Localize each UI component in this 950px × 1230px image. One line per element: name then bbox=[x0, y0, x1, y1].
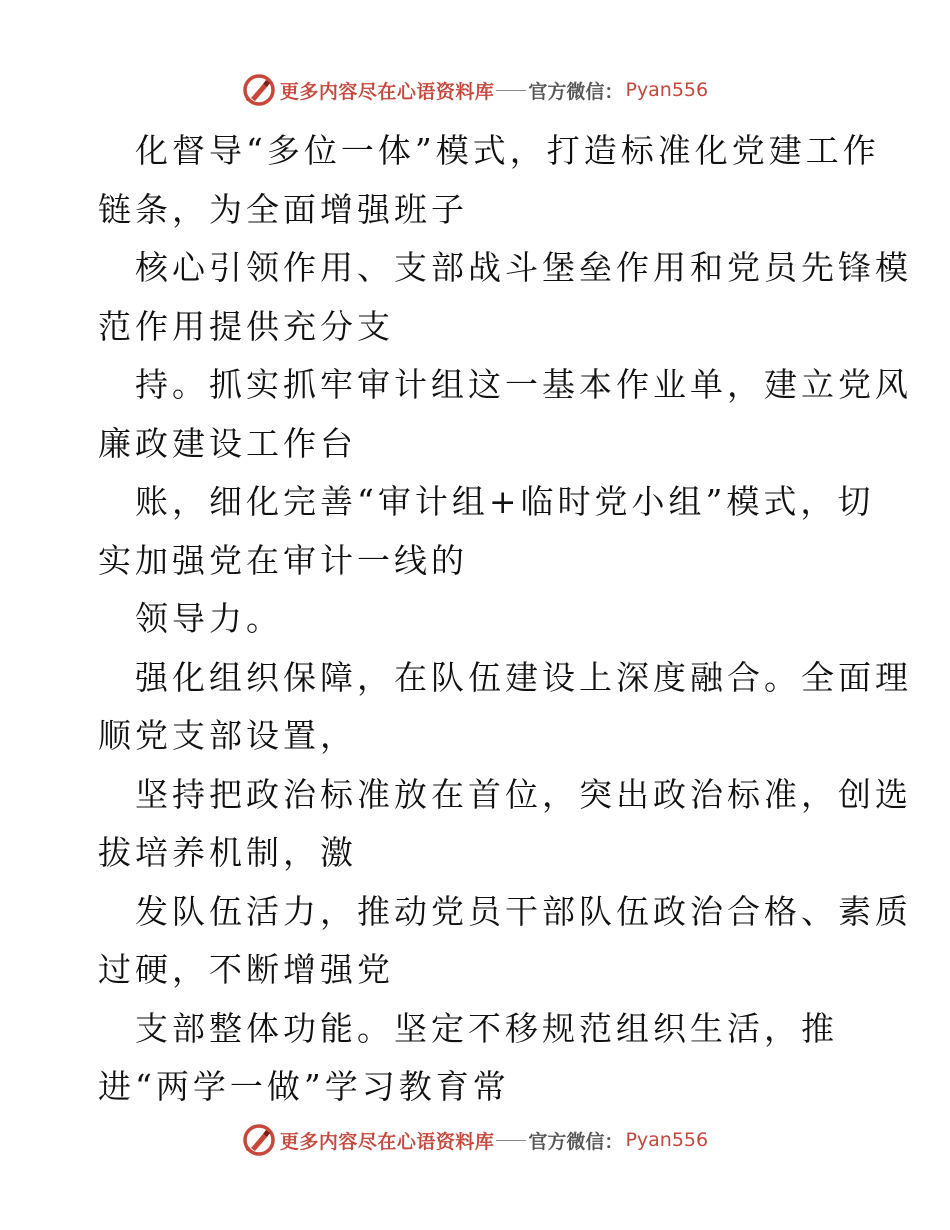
text-line: 账，细化完善“审计组+临时党小组”模式，切 bbox=[135, 482, 875, 521]
text-line: 坚持把政治标准放在首位，突出政治标准，创选 bbox=[135, 774, 912, 814]
watermark-brand: 更多内容尽在心语资料库 bbox=[279, 1130, 495, 1153]
text-line: 拔培养机制，激 bbox=[98, 833, 357, 872]
header-watermark bbox=[0, 70, 950, 110]
text-line: 支部整体功能。坚定不移规范组织生活，推 bbox=[135, 1008, 838, 1048]
footer-watermark bbox=[0, 1120, 950, 1160]
text-line: 过硬，不断增强党 bbox=[98, 950, 394, 989]
text-line: 范作用提供充分支 bbox=[98, 306, 394, 346]
text-line: 发队伍活力，推动党员干部队伍政治合格、素质 bbox=[135, 891, 912, 931]
text-line: 顺党支部设置， bbox=[98, 716, 357, 755]
text-line: 进“两学一做”学习教育常 bbox=[98, 1067, 510, 1106]
text-line: 强化组织保障，在队伍建设上深度融合。全面理 bbox=[135, 657, 912, 697]
document-body bbox=[98, 122, 912, 1117]
watermark-brand: 更多内容尽在心语资料库 bbox=[279, 80, 495, 103]
text-line: 领导力。 bbox=[135, 599, 283, 638]
watermark-dash bbox=[496, 90, 526, 91]
watermark-dash bbox=[496, 1140, 526, 1141]
text-line: 持。抓实抓牢审计组这一基本作业单，建立党风 bbox=[135, 365, 912, 404]
text-line: 廉政建设工作台 bbox=[98, 423, 357, 463]
text-line: 链条，为全面增强班子 bbox=[98, 189, 468, 229]
pen-circle-icon bbox=[242, 73, 276, 107]
text-line: 实加强党在审计一线的 bbox=[98, 540, 468, 580]
watermark-official-label: 官方微信： bbox=[528, 1130, 624, 1153]
watermark-wechat-id: Pyan556 bbox=[625, 1129, 709, 1151]
pen-circle-icon bbox=[242, 1123, 276, 1157]
text-line: 化督导“多位一体”模式，打造标准化党建工作 bbox=[135, 131, 880, 170]
watermark-official-label: 官方微信： bbox=[528, 80, 624, 103]
text-line: 核心引领作用、支部战斗堡垒作用和党员先锋模 bbox=[135, 248, 912, 287]
watermark-wechat-id: Pyan556 bbox=[625, 79, 709, 101]
